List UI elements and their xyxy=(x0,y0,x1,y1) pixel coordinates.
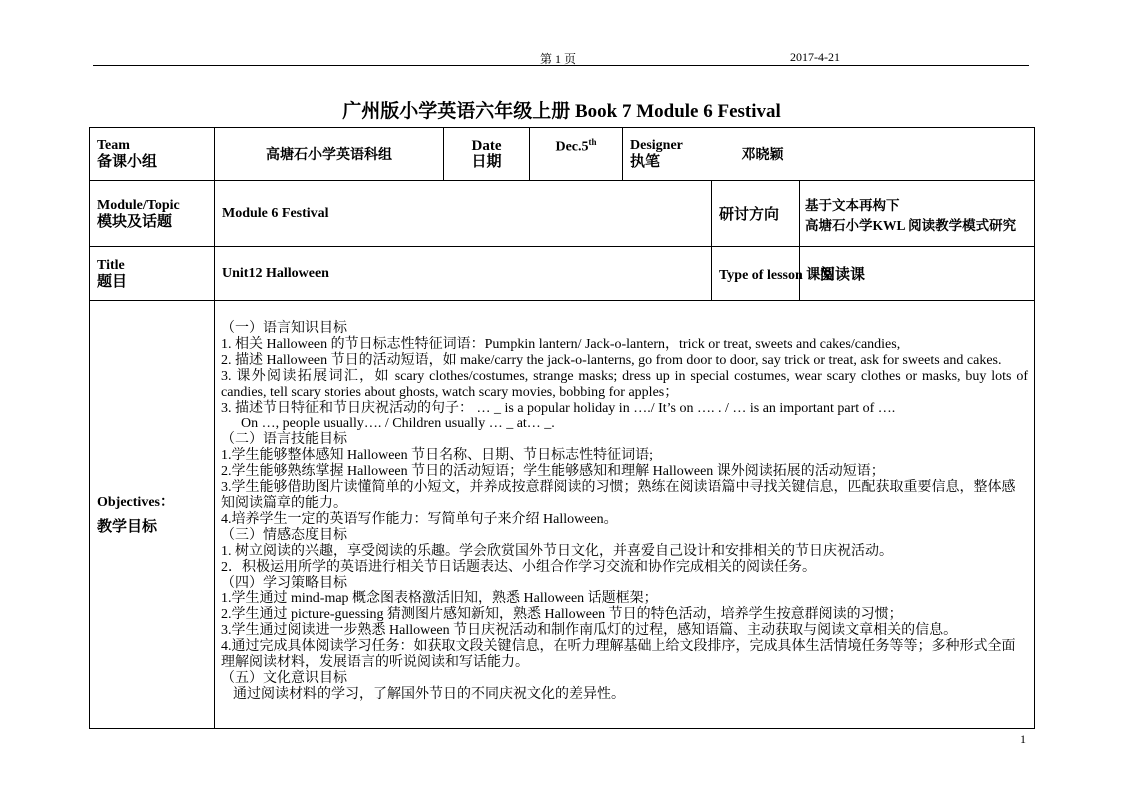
designer-value: 邓晓颖 xyxy=(712,128,1035,181)
date-label-cn: 日期 xyxy=(471,154,502,170)
research-label: 研讨方向 xyxy=(712,181,800,247)
footer-page-number: 1 xyxy=(1020,732,1026,746)
module-row xyxy=(90,181,1035,247)
module-value: Module 6 Festival xyxy=(215,181,712,247)
objective-heading: （三）情感态度目标 xyxy=(221,527,347,543)
objective-heading: （五）文化意识目标 xyxy=(221,670,347,686)
designer-label-cn: 执笔 xyxy=(630,154,661,170)
title-value: Unit12 Halloween xyxy=(215,247,712,301)
objectives-label-cell xyxy=(90,301,215,729)
module-label-en: Module/Topic xyxy=(97,197,180,213)
objective-line: 1. 相关 Halloween 的节日标志性特征词语：Pumpkin lantern/ Jack-o-lantern，trick or treat, sweets and cakes/candies, xyxy=(221,336,901,352)
lesson-type-value: 阅读课 xyxy=(800,247,1035,301)
objective-heading: （二）语言技能目标 xyxy=(221,432,347,448)
header-date: 2017-4-21 xyxy=(790,50,840,64)
date-label-en: Date xyxy=(471,138,502,154)
objective-line: 4.培养学生一定的英语写作能力：写简单句子来介绍 Halloween。 xyxy=(221,511,618,527)
objective-line: 1.学生能够整体感知 Halloween 节日名称、日期、节日标志性特征词语; xyxy=(221,448,654,464)
team-label-cn: 备课小组 xyxy=(97,154,158,170)
title-label-cell xyxy=(90,247,215,301)
team-value: 高塘石小学英语科组 xyxy=(215,128,444,181)
research-line-2: 高塘石小学KWL 阅读教学模式研究 xyxy=(805,217,1017,233)
objective-heading: （四）学习策略目标 xyxy=(221,575,347,591)
module-label-cell xyxy=(90,181,215,247)
lesson-type-label-cell xyxy=(712,247,835,301)
module-label-cn: 模块及话题 xyxy=(97,213,173,230)
date-value: Dec.5 xyxy=(555,139,589,155)
objective-heading: （一）语言知识目标 xyxy=(221,321,347,336)
objective-line: 2.学生通过 picture-guessing 猜测图片感知新知，熟悉 Halloween 节日的特色活动，培养学生按意群阅读的习惯； xyxy=(221,607,903,623)
lesson-type-label: Type of lesson 课型 xyxy=(719,267,835,283)
lesson-plan-table xyxy=(89,127,1035,729)
document-title: 广州版小学英语六年级上册 Book 7 Module 6 Festival xyxy=(342,101,781,122)
title-row xyxy=(90,247,1035,301)
date-value-sup: th xyxy=(588,137,597,147)
objective-line: 1. 树立阅读的兴趣，享受阅读的乐趣。学会欣赏国外节日文化，并喜爱自己设计和安排相关的节日庆祝活动。 xyxy=(221,543,893,559)
objective-line: 1.学生通过 mind-map 概念图表格激活旧知，熟悉 Halloween 话题框架； xyxy=(221,591,658,607)
team-label-en: Team xyxy=(97,138,130,153)
objective-line: 3. 描述节日特征和节日庆祝活动的句子： … _ is a popular holiday in …./ It’s on …. . / … is an important part of …. xyxy=(221,400,896,416)
research-value-cell xyxy=(800,181,1035,247)
objective-line: On …, people usually…. / Children usually … _ at… _. xyxy=(241,416,555,432)
objective-line: 2．积极运用所学的英语进行相关节日话题表达、小组合作学习交流和协作完成相关的阅读任务。 xyxy=(221,559,816,575)
objectives-label-en: Objectives： xyxy=(97,494,174,510)
team-label-cell xyxy=(90,128,215,181)
objective-line: 3.学生能够借助图片读懂简单的小短文，并养成按意群阅读的习惯；熟练在阅读语篇中寻找关键信息，匹配获取重要信息，整体感知阅读篇章的能力。 xyxy=(221,480,1016,511)
date-label-cell xyxy=(444,128,530,181)
objectives-row xyxy=(90,301,1035,729)
header-page-number: 第 1 页 xyxy=(540,52,577,66)
objective-line: 通过阅读材料的学习，了解国外节日的不同庆祝文化的差异性。 xyxy=(233,686,625,702)
objective-line: 2.学生能够熟练掌握 Halloween 节日的活动短语；学生能够感知和理解 Halloween 课外阅读拓展的活动短语； xyxy=(221,464,885,480)
date-value-cell xyxy=(530,128,623,181)
objective-line: 3.学生通过阅读进一步熟悉 Halloween 节日庆祝活动和制作南瓜灯的过程，感知语篇、主动获取与阅读文章相关的信息。 xyxy=(221,623,958,639)
objectives-content xyxy=(215,301,1035,729)
research-line-1: 基于文本再构下 xyxy=(805,197,900,213)
designer-label-cell xyxy=(623,128,712,181)
header-divider xyxy=(93,65,1029,66)
team-row xyxy=(90,128,1035,181)
objectives-label-cn: 教学目标 xyxy=(97,518,158,535)
title-label-cn: 题目 xyxy=(97,273,128,290)
objective-line: 4.通过完成具体阅读学习任务：如获取文段关键信息，在听力理解基础上给文段排序，完成具体生活情境任务等等；多种形式全面理解阅读材料，发展语言的听说阅读和写话能力。 xyxy=(221,639,1016,671)
objective-line: 2. 描述 Halloween 节日的活动短语，如 make/carry the jack-o-lanterns, go from door to door, say trick or treat, ask for sweets and cakes. xyxy=(221,352,1002,368)
title-label-en: Title xyxy=(97,257,125,273)
designer-label-en: Designer xyxy=(630,138,683,153)
objective-line: 3. 课外阅读拓展词汇，如 scary clothes/costumes, strange masks; dress up in special costumes, wear scary clothes or masks, buy lots of candies, tell scary stories about ghosts, watch scary movies, bobbing for apples； xyxy=(221,368,1028,400)
